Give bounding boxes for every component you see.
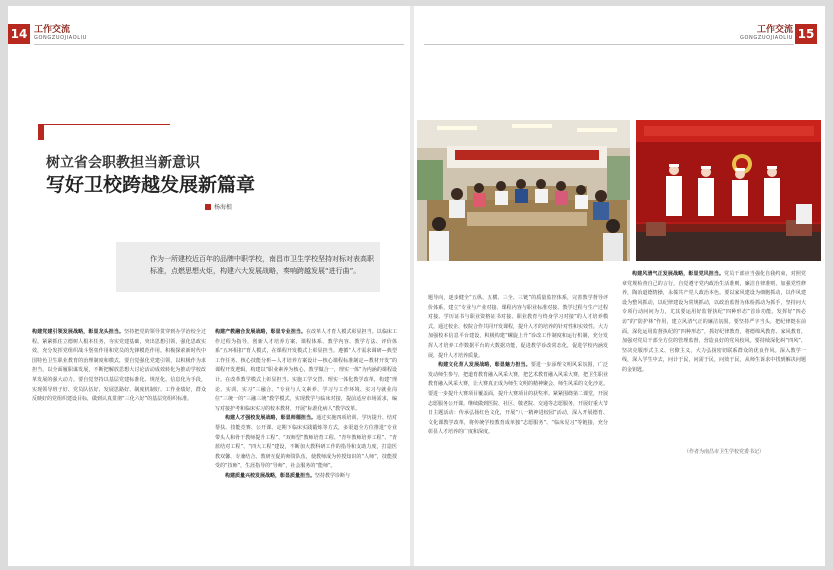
meeting-photo — [417, 120, 630, 261]
para-4-lead: 构建质量兴校发展战略，彰显质量担当。 — [225, 472, 316, 479]
author-name: 杨海根 — [214, 204, 233, 211]
para-3-lead: 构建人才强校发展战略，彰显师德担当。 — [225, 415, 317, 422]
para-2-text: 在改革人才育人模式彰显担当。以临床工作过程为指导，创新人才培养方案、课程体系、教学内容、教学方法、评价体系“五环相扣”育人模式，在课程开发模式上彰显担当。遵循“人才需求调研—典型工作任务、核心技能分析—人才培养方案设计—核心课程标准制定—教材开发”的课程开发逻辑，构建以“职业素养为核心，教学做合一，理实一体”为内涵的课程设计。在改革教学模式上彰显担当。实施工学交替、理实一体化教学改革，构建“理论、实训、实习”三融合、“专业与人文素养、学习与工作环境、实习与就业岗位”三统一的“三融三统”教学模式，实现教学与临床对接，提前适应市场需求，编写对接护考和临床实习的校本教材，开展“标准化病人”教学改革。 — [215, 329, 397, 412]
para-7-text: 党员干部应当强化自我约束，对照党章党规检查自己的言行，自觉遵守党内政治生活准则，廉洁自律准则，加强党性修养，陶冶道德情操，永葆共产党人政治本色。要以家风建设为细胞抓动，以作风建设为整风抓动，以纪律建设为常规抓动，以政治监督为体检抓动为抓手，坚持问大专项行动问问为力，尤其要运用好监督执纪“四种形态”首诊功能。发挥好“四必访”的“防护林”作用，建立风清气正的廉洁氛围。要坚持严字当头，把纪律挺在前面，深化运用监督执纪的“四种形态”，抓好纪律教育，将德绵风教育、家风教育，加强对党员干部全方位的管理监督，营造良好的党风校风。要持续深化纠“四风”，坚决克服形式主义、官僚主义，大力弘扬密切联系群众的优良作风。深入教学一线，深入学生中去，问计于民，问需于民，问效于民，从师生诉求中找到解决问题的金钥匙。 — [622, 271, 806, 373]
para-5 — [428, 294, 608, 361]
article-title-line1: 树立省会职教担当新意识 — [46, 155, 200, 171]
left-page-number: 14 — [8, 24, 30, 44]
ceremony-photo-image — [636, 120, 821, 261]
para-7 — [622, 270, 806, 376]
left-section-title: 工作交流 — [34, 25, 71, 35]
para-1 — [32, 329, 206, 402]
para-6 — [428, 361, 608, 438]
title-accent-bar — [38, 124, 44, 140]
right-page — [414, 6, 825, 566]
article-column-3 — [428, 294, 608, 438]
para-2-lead: 构建产教融合发展战略，彰显专业担当。 — [215, 329, 307, 335]
author-marker — [205, 204, 211, 210]
para-3-text: 通过实施四项培训、学历提升、结对帮扶、技能竞赛、公开课、定期下临床实践锻炼等方式，多渠道全方位推进“专业带头人和骨干教师提升工程”、“双师型”教师培育工程、“青年教师培养工程”、“青蓝结对工程”、“四大工程”建设，不断加大教科研工作的指导和支助力度，打造医教双馨、专兼结合、教研互促的师资队伍，使教师成为传授知识的“人师”，技能授受的“技师”，生涯指导的“导师”，社会服务的“能师”。 — [215, 415, 397, 470]
right-header-rule — [424, 44, 794, 45]
para-5-text: 题导向，逐步健全“五纵、五横、三全、三链”的质量监控体系，完善教学督导评价体系，建立“专业与产业对接、课程内容与职业标准对接、教学过程与生产过程对接、学历证书与职业资格证书对接、职业教育与终身学习对接”的人才培养模式。通过校企、校院合作共同开发课程，提升人才的培养的针对性和实效性。大力加强校本信息平台建设，积极构建“螺旋上升”诊改工作制度和运行机制，充分发挥人才培养工作数据平台的大数据功能，促进教学诊改常态化，促进学校内涵发展，提升人才培养质量。 — [428, 295, 609, 359]
left-page — [8, 6, 410, 566]
left-section-subtitle: GONGZUOJIAOLIU — [34, 35, 87, 41]
article-column-2 — [215, 328, 397, 482]
author-note: （作者为南昌市卫生学校党委书记） — [684, 449, 765, 455]
right-section-subtitle: GONGZUOJIAOLIU — [740, 35, 793, 41]
para-1-text: 坚持把党的领导贯穿到办学治校全过程。紧紧抓住立德树人根本任务，夯实党建基础，突出思想引领，强化思政实效，充分发挥党组织战斗堡垒作用和党员的先锋模范作用。积极探索新时代中国特色卫生职业教育的治理制度和模式，要自觉强化党建引领，以积极作为求担当，以全面履职谋发展，不断把解放思想大讨论活动成效转化为推动学校改革发展的强大动力。要自觉坚持以基层党建标准化、规范化、信息化为手段，实现领导班子好、党员队伍好、发展思路好、制度机制好、工作业绩好，群众反映好的党组织建设目标，做到认真贯彻“三化六好”的基层党组织标准。 — [32, 329, 206, 403]
para-3 — [215, 414, 397, 472]
meeting-photo-image — [417, 120, 630, 261]
article-column-4 — [622, 270, 806, 376]
ceremony-photo — [636, 120, 821, 261]
para-2 — [215, 328, 397, 414]
abstract-text: 作为一所建校近百年的品牌中职学校，南昌市卫生学校坚持对标对表高职标准，点燃思想火炬，构建六大发展战略，奏响跨越发展“进行曲”。 — [150, 255, 374, 275]
para-4 — [215, 472, 397, 482]
right-section-title: 工作交流 — [756, 25, 793, 35]
article-title-line2: 写好卫校跨越发展新篇章 — [46, 174, 256, 196]
title-accent-rule — [44, 124, 170, 125]
para-7-lead: 构建风清气正发展战略，彰显党风担当。 — [632, 271, 725, 277]
right-page-number: 15 — [795, 24, 817, 44]
para-4-text: 坚持教学诊断与 — [315, 472, 351, 479]
left-header-rule — [34, 44, 404, 45]
article-column-1 — [32, 328, 206, 405]
para-6-text: 要进一步添理文明风采氛围，广泛发动师生参与，把道育教育融入风采大赛，把艺术教育融入风采大赛，把卫生职业教育融入风采大赛，让大赛真正成为师生文明的精神聚会、师生风采的文化沙龙。要进一步提升大赛项目覆盖面，提升大赛项目的获奖率。紧紧围绕第二课堂，开展志愿服务公开课。继续做到医院、社区、敬老院、交通等志愿服务，开展好重大节日主题活动：传承弘扬红色文化，开展“八一精神进校园”活动，深入开展德育、文化课教学改革，将传统学校教育成单独“志愿服务”、“临床见习”等链接，充分彰显人才培养的广度和深度。 — [428, 362, 609, 436]
para-6-lead: 构建文化育人发展战略，彰显魅力担当。 — [438, 362, 531, 369]
para-1-lead: 构建党建引领发展战略，彰显龙头担当。 — [32, 329, 125, 335]
